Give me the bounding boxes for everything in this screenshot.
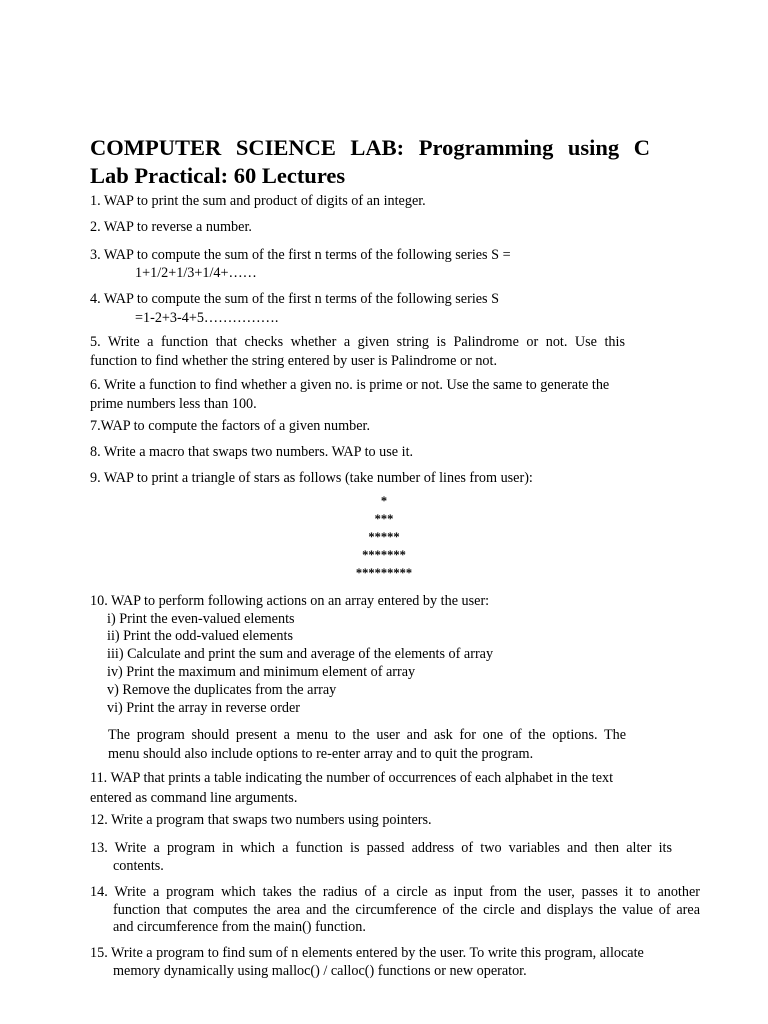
star-row-2: ***	[374, 512, 394, 526]
item-5: 5. Write a function that checks whether a given string is Palindrome or not. Use this	[90, 334, 625, 350]
star-row-5: *********	[355, 566, 413, 580]
item-6-cont: prime numbers less than 100.	[90, 396, 257, 412]
item-12: 12. Write a program that swaps two numbers using pointers.	[90, 812, 432, 828]
item-10-paragraph-cont: menu should also include options to re-enter array and to quit the program.	[108, 746, 534, 762]
item-14: 14. Write a program which takes the radius of a circle as input from the user, passes it to another	[90, 884, 700, 900]
item-3: 3. WAP to compute the sum of the first n terms of the following series S =	[90, 247, 511, 263]
star-row-1: *	[380, 494, 388, 508]
page-subtitle: Lab Practical: 60 Lectures	[90, 163, 346, 188]
item-11-cont: entered as command line arguments.	[90, 790, 298, 806]
item-10-sub-5: v) Remove the duplicates from the array	[107, 682, 337, 698]
item-3-series: 1+1/2+1/3+1/4+……	[135, 265, 257, 281]
item-1: 1. WAP to print the sum and product of digits of an integer.	[90, 193, 426, 209]
item-10: 10. WAP to perform following actions on an array entered by the user:	[90, 593, 490, 609]
star-row-4: *******	[362, 548, 406, 562]
page-title: COMPUTER SCIENCE LAB: Programming using C	[90, 135, 650, 160]
item-10-sub-1: i) Print the even-valued elements	[107, 611, 295, 627]
item-5-cont: function to find whether the string entered by user is Palindrome or not.	[90, 353, 498, 369]
item-10-sub-3: iii) Calculate and print the sum and average of the elements of array	[107, 646, 494, 662]
item-9: 9. WAP to print a triangle of stars as follows (take number of lines from user):	[90, 470, 533, 486]
item-2: 2. WAP to reverse a number.	[90, 219, 252, 235]
item-8: 8. Write a macro that swaps two numbers. WAP to use it.	[90, 444, 414, 460]
star-row-3: *****	[368, 530, 400, 544]
item-14-cont-1: function that computes the area and the circumference of the circle and displays the value of area	[113, 902, 700, 918]
item-7: 7.WAP to compute the factors of a given number.	[90, 418, 370, 434]
item-11: 11. WAP that prints a table indicating the number of occurrences of each alphabet in the text	[90, 770, 614, 786]
item-4: 4. WAP to compute the sum of the first n terms of the following series S	[90, 291, 500, 307]
item-6: 6. Write a function to find whether a given no. is prime or not. Use the same to generate the	[90, 377, 610, 393]
item-14-cont-2: and circumference from the main() function.	[113, 919, 366, 935]
item-10-paragraph: The program should present a menu to the user and ask for one of the options. The	[108, 727, 626, 743]
item-10-sub-2: ii) Print the odd-valued elements	[107, 628, 293, 644]
item-15-cont: memory dynamically using malloc() / calloc() functions or new operator.	[113, 963, 527, 979]
item-10-sub-4: iv) Print the maximum and minimum element of array	[107, 664, 416, 680]
item-13-cont: contents.	[113, 858, 164, 874]
item-15: 15. Write a program to find sum of n elements entered by the user. To write this program, allocate	[90, 945, 644, 961]
item-13: 13. Write a program in which a function is passed address of two variables and then alter its	[90, 840, 672, 856]
item-10-sub-6: vi) Print the array in reverse order	[107, 700, 301, 716]
item-4-series: =1-2+3-4+5…………….	[135, 310, 279, 326]
